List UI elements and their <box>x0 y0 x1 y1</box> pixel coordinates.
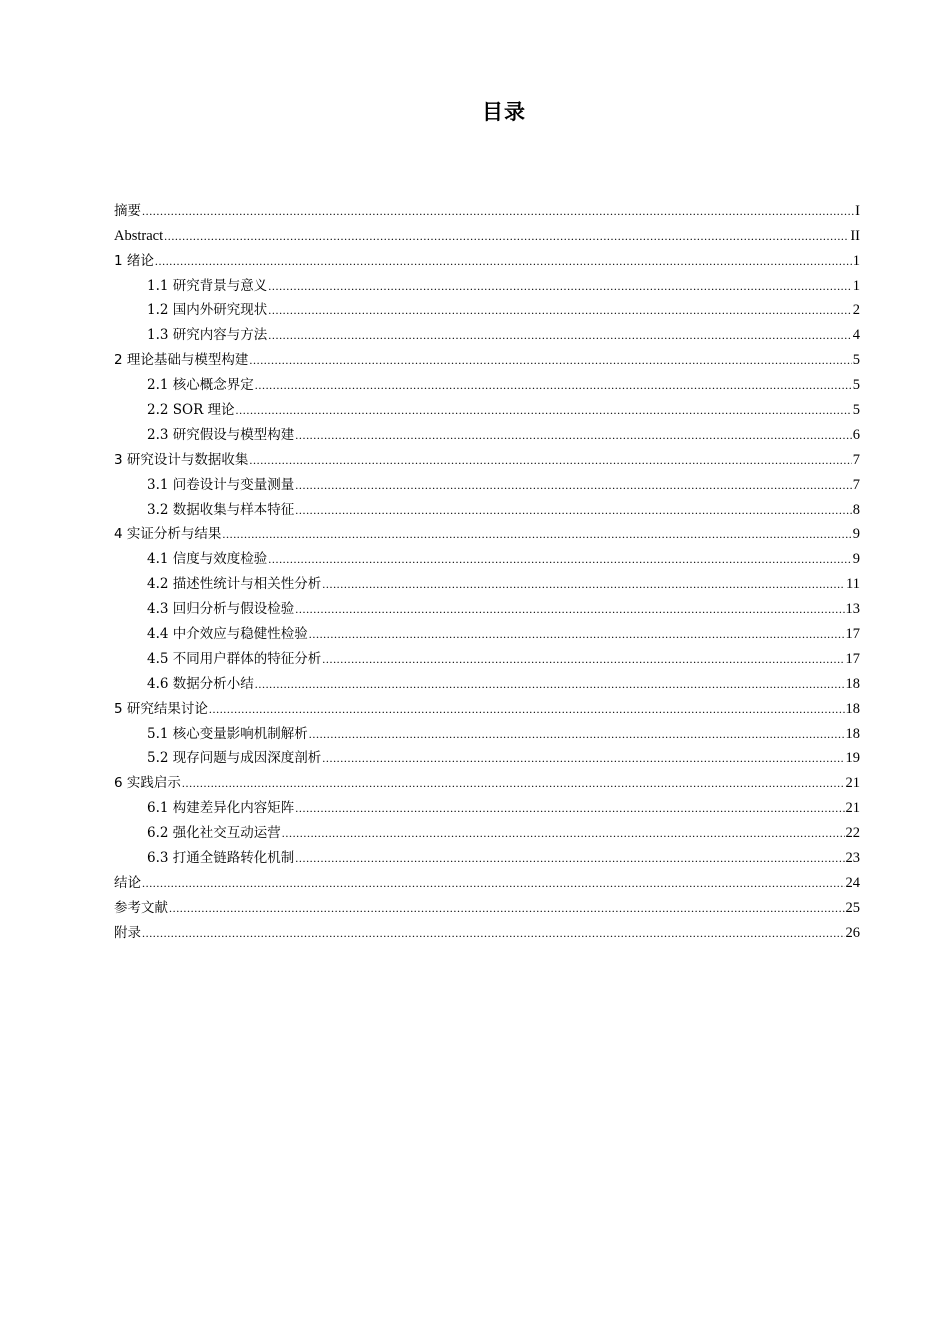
toc-entry-section-4-4[interactable] <box>114 618 860 643</box>
toc-entry-section-3-1[interactable] <box>114 469 860 494</box>
toc-dot-leader <box>155 252 852 270</box>
toc-dot-leader <box>169 899 845 917</box>
toc-entry-label: 5.2 现存问题与成因深度剖析 <box>147 750 322 767</box>
toc-entry-label: 3.2 数据收集与样本特征 <box>147 501 295 518</box>
toc-entry-conclusion[interactable] <box>114 867 860 892</box>
toc-dot-leader <box>255 675 845 693</box>
toc-entry-page: 7 <box>852 451 860 468</box>
toc-entry-label: 参考文献 <box>114 899 168 916</box>
toc-entry-page: 18 <box>845 725 860 742</box>
toc-dot-leader <box>295 476 851 494</box>
toc-entry-page: 9 <box>852 551 860 568</box>
toc-entry-section-6-2[interactable] <box>114 817 860 842</box>
toc-entry-label: 5.1 核心变量影响机制解析 <box>147 725 308 742</box>
toc-dot-leader <box>309 725 845 743</box>
toc-entry-label: 结论 <box>114 874 141 891</box>
toc-entry-page: 17 <box>845 626 860 643</box>
toc-dot-leader <box>322 749 844 767</box>
toc-dot-leader <box>236 401 852 419</box>
toc-entry-page: 26 <box>845 924 860 941</box>
toc-dot-leader <box>142 874 845 892</box>
toc-entry-section-1-2[interactable] <box>114 295 860 320</box>
toc-entry-page: 18 <box>845 700 860 717</box>
toc-entry-page: 25 <box>845 899 860 916</box>
toc-entry-page: 5 <box>852 352 860 369</box>
toc-dot-leader <box>249 451 851 469</box>
toc-dot-leader <box>255 376 852 394</box>
toc-entry-section-4-1[interactable] <box>114 543 860 568</box>
toc-entry-label: 1.3 研究内容与方法 <box>147 327 268 344</box>
toc-entry-page: 5 <box>852 402 860 419</box>
toc-entry-label: 2 理论基础与模型构建 <box>114 352 249 369</box>
toc-entry-page: 24 <box>845 874 860 891</box>
toc-entry-label: 1 绪论 <box>114 252 154 269</box>
toc-entry-abstract-cn[interactable] <box>114 195 860 220</box>
toc-entry-page: 8 <box>852 501 860 518</box>
toc-entry-label: Abstract <box>114 227 164 244</box>
toc-entry-section-4-6[interactable] <box>114 668 860 693</box>
toc-dot-leader <box>268 326 851 344</box>
toc-entry-label: 2.1 核心概念界定 <box>147 377 254 394</box>
toc-entry-label: 4.2 描述性统计与相关性分析 <box>147 576 322 593</box>
toc-entry-page: 13 <box>845 601 860 618</box>
toc-dot-leader <box>295 501 851 519</box>
toc-dot-leader <box>295 799 844 817</box>
toc-entry-label: 4.6 数据分析小结 <box>147 675 254 692</box>
toc-entry-label: 2.3 研究假设与模型构建 <box>147 426 295 443</box>
toc-dot-leader <box>142 202 854 220</box>
toc-list <box>114 195 860 942</box>
toc-entry-page: 1 <box>852 277 860 294</box>
toc-dot-leader <box>309 625 845 643</box>
toc-entry-page: 6 <box>852 426 860 443</box>
toc-entry-page: 2 <box>852 302 860 319</box>
toc-dot-leader <box>295 600 844 618</box>
toc-entry-section-1-3[interactable] <box>114 319 860 344</box>
toc-entry-references[interactable] <box>114 892 860 917</box>
toc-entry-chapter-6[interactable] <box>114 767 860 792</box>
toc-entry-page: 9 <box>852 526 860 543</box>
toc-entry-page: 21 <box>845 775 860 792</box>
toc-entry-label: 1.1 研究背景与意义 <box>147 277 268 294</box>
toc-entry-section-5-2[interactable] <box>114 743 860 768</box>
toc-entry-page: 11 <box>846 576 860 593</box>
toc-entry-label: 4.1 信度与效度检验 <box>147 551 268 568</box>
toc-entry-section-6-1[interactable] <box>114 792 860 817</box>
toc-entry-appendix[interactable] <box>114 917 860 942</box>
toc-entry-section-2-2[interactable] <box>114 394 860 419</box>
toc-entry-chapter-1[interactable] <box>114 245 860 270</box>
toc-dot-leader <box>295 426 851 444</box>
toc-entry-chapter-3[interactable] <box>114 444 860 469</box>
toc-entry-section-2-3[interactable] <box>114 419 860 444</box>
toc-entry-chapter-2[interactable] <box>114 344 860 369</box>
toc-entry-label: 5 研究结果讨论 <box>114 700 208 717</box>
toc-entry-page: 17 <box>845 650 860 667</box>
toc-entry-label: 2.2 SOR 理论 <box>147 402 235 419</box>
toc-entry-label: 摘要 <box>114 202 141 219</box>
toc-entry-page: 1 <box>852 252 860 269</box>
toc-entry-section-2-1[interactable] <box>114 369 860 394</box>
toc-dot-leader <box>282 824 845 842</box>
toc-dot-leader <box>182 774 845 792</box>
toc-entry-chapter-5[interactable] <box>114 693 860 718</box>
toc-dot-leader <box>142 924 845 942</box>
toc-dot-leader <box>249 351 851 369</box>
toc-entry-page: 5 <box>852 377 860 394</box>
toc-dot-leader <box>322 650 844 668</box>
toc-entry-label: 6.1 构建差异化内容矩阵 <box>147 800 295 817</box>
toc-dot-leader <box>164 227 849 245</box>
toc-entry-page: 4 <box>852 327 860 344</box>
toc-entry-label: 4 实证分析与结果 <box>114 526 222 543</box>
toc-entry-page: I <box>855 202 860 219</box>
toc-entry-label: 4.3 回归分析与假设检验 <box>147 601 295 618</box>
toc-entry-label: 6.2 强化社交互动运营 <box>147 825 281 842</box>
toc-entry-page: 23 <box>845 850 860 867</box>
toc-entry-page: 21 <box>845 800 860 817</box>
toc-entry-section-4-5[interactable] <box>114 643 860 668</box>
toc-entry-section-1-1[interactable] <box>114 270 860 295</box>
toc-entry-section-6-3[interactable] <box>114 842 860 867</box>
toc-dot-leader <box>268 277 851 295</box>
toc-dot-leader <box>222 525 851 543</box>
toc-entry-label: 4.4 中介效应与稳健性检验 <box>147 626 308 643</box>
toc-entry-page: 22 <box>845 825 860 842</box>
toc-entry-section-5-1[interactable] <box>114 718 860 743</box>
toc-entry-label: 6 实践启示 <box>114 775 181 792</box>
toc-entry-section-4-3[interactable] <box>114 593 860 618</box>
toc-entry-label: 3 研究设计与数据收集 <box>114 451 249 468</box>
toc-entry-label: 3.1 问卷设计与变量测量 <box>147 476 295 493</box>
toc-entry-chapter-4[interactable] <box>114 519 860 544</box>
toc-entry-abstract-en[interactable] <box>114 220 860 245</box>
toc-entry-page: 19 <box>845 750 860 767</box>
toc-dot-leader <box>268 301 851 319</box>
toc-entry-label: 附录 <box>114 924 141 941</box>
toc-entry-page: 7 <box>852 476 860 493</box>
toc-entry-section-4-2[interactable] <box>114 568 860 593</box>
toc-entry-section-3-2[interactable] <box>114 494 860 519</box>
toc-entry-page: II <box>850 227 860 244</box>
toc-entry-page: 18 <box>845 675 860 692</box>
toc-dot-leader <box>209 700 845 718</box>
toc-entry-label: 4.5 不同用户群体的特征分析 <box>147 650 322 667</box>
toc-entry-label: 6.3 打通全链路转化机制 <box>147 850 295 867</box>
toc-entry-label: 1.2 国内外研究现状 <box>147 302 268 319</box>
toc-title: 目录 <box>482 100 526 124</box>
toc-dot-leader <box>295 849 844 867</box>
toc-dot-leader <box>268 550 851 568</box>
toc-dot-leader <box>322 575 845 593</box>
